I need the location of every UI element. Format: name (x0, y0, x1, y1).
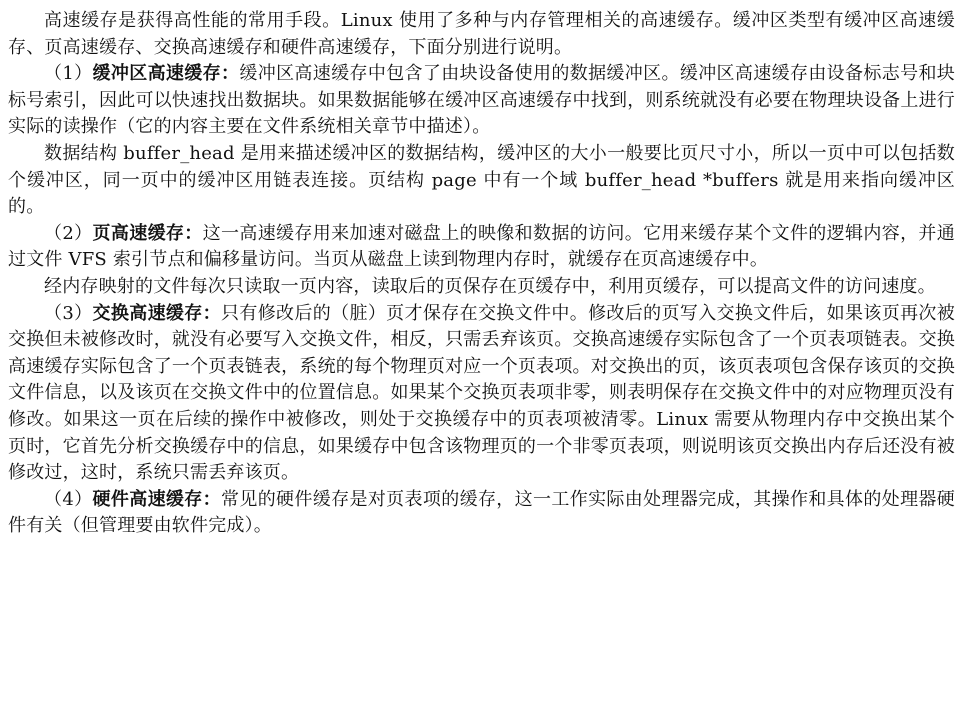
page-cache-term: 页高速缓存： (92, 222, 203, 244)
swap-cache-text: 只有修改后的（脏）页才保存在交换文件中。修改后的页写入交换文件后，如果该页再次被交换但未被修改时，就没有必要写入交换文件，相反，只需丢弃该页。交换高速缓存实际包含了一个页表项链表。交换高速缓存实际包含了一个页表链表，系统的每个物理页对应一个页表项。对交换出的页，该页表项包含保存该页的交换文件信息，以及该页在交换文件中的位置信息。如果某个交换页表项非零，则表明保存在交换文件中的对应物理页没有修改。如果这一页在后续的操作中被修改，则处于交换缓存中的页表项被清零。Linux 需要从物理内存中交换出某个页时，它首先分析交换缓存中的信息，如果缓存中包含该物理页的一个非零页表项，则说明该页交换出内存后还没有被修改过，这时，系统只需丢弃该页。 (8, 302, 955, 484)
intro-text: 高速缓存是获得高性能的常用手段。Linux 使用了多种与内存管理相关的高速缓存。缓冲区类型有缓冲区高速缓存、页高速缓存、交换高速缓存和硬件高速缓存，下面分别进行说明。 (8, 10, 955, 58)
mmap-text: 经内存映射的文件每次只读取一页内容，读取后的页保存在页缓存中，利用页缓存，可以提高文件的访问速度。 (44, 275, 936, 297)
buffer-head-paragraph (8, 141, 955, 221)
item-number: （1） (44, 63, 93, 85)
document-page (8, 8, 955, 540)
intro-paragraph (8, 8, 955, 61)
swap-cache-paragraph (8, 301, 955, 487)
hardware-cache-paragraph (8, 487, 955, 540)
item-number: （2） (44, 222, 93, 244)
hardware-cache-text: 常见的硬件缓存是对页表项的缓存，这一工作实际由处理器完成，其操作和具体的处理器硬件有关（但管理要由软件完成）。 (8, 488, 955, 537)
buffer-cache-paragraph (8, 61, 955, 141)
buffer-cache-text: 缓冲区高速缓存中包含了由块设备使用的数据缓冲区。缓冲区高速缓存由设备标志号和块标号索引，因此可以快速找出数据块。如果数据能够在缓冲区高速缓存中找到，则系统就没有必要在物理块设备上进行实际的读操作（它的内容主要在文件系统相关章节中描述）。 (8, 63, 955, 138)
item-number: （3） (44, 302, 93, 324)
page-cache-paragraph (8, 221, 955, 274)
mmap-paragraph (8, 274, 955, 301)
page-cache-text: 这一高速缓存用来加速对磁盘上的映像和数据的访问。它用来缓存某个文件的逻辑内容，并通过文件 VFS 索引节点和偏移量访问。当页从磁盘上读到物理内存时，就缓存在页高速缓存中。 (8, 222, 955, 271)
buffer-head-text: 数据结构 buffer_head 是用来描述缓冲区的数据结构，缓冲区的大小一般要比页尺寸小，所以一页中可以包括数个缓冲区，同一页中的缓冲区用链表连接。页结构 page 中有一个域 buffer_head *buffers 就是用来指向缓冲区的。 (8, 142, 955, 218)
hardware-cache-term: 硬件高速缓存： (92, 488, 221, 510)
buffer-cache-term: 缓冲区高速缓存： (92, 63, 240, 85)
swap-cache-term: 交换高速缓存： (92, 302, 221, 324)
item-number: （4） (44, 488, 93, 510)
